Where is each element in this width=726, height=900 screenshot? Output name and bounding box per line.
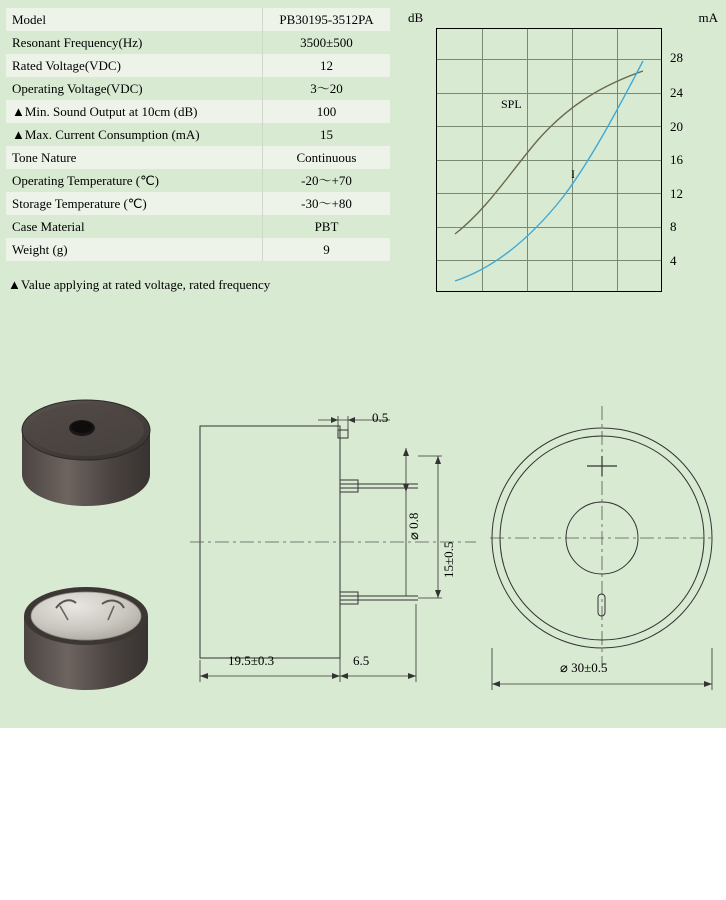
chart-y2tick: 24 bbox=[670, 85, 683, 100]
table-row bbox=[6, 238, 390, 261]
spec-value: -20～+70 bbox=[263, 169, 391, 192]
spec-label: Resonant Frequency(Hz) bbox=[6, 31, 263, 54]
outer-diameter-dimension: ⌀ 30±0.5 bbox=[560, 660, 608, 675]
chart-curves bbox=[437, 29, 661, 291]
table-row bbox=[6, 215, 390, 238]
chart-y2tick: 12 bbox=[670, 186, 683, 201]
spec-label: ▲Max. Current Consumption (mA) bbox=[6, 123, 263, 146]
lead-pitch-dimension: 0.5 bbox=[372, 410, 389, 425]
chart-y2tick: 4 bbox=[670, 253, 677, 268]
lead-diameter-dimension: ⌀ 0.8 bbox=[406, 512, 421, 540]
spec-label: Storage Temperature (℃) bbox=[6, 192, 263, 215]
table-row bbox=[6, 31, 390, 54]
table-row bbox=[6, 77, 390, 100]
chart-y2tick: 28 bbox=[670, 50, 683, 65]
spec-note: ▲Value applying at rated voltage, rated frequency bbox=[8, 277, 271, 292]
spec-value: 3500±500 bbox=[263, 31, 391, 54]
performance-chart bbox=[404, 8, 720, 296]
spec-value: -30～+80 bbox=[263, 192, 391, 215]
table-row bbox=[6, 123, 390, 146]
spec-value: 3～20 bbox=[263, 77, 391, 100]
table-row bbox=[6, 8, 390, 31]
spec-value: PBT bbox=[263, 215, 391, 238]
chart-y2tick: 8 bbox=[670, 219, 677, 234]
chart-y2tick: 16 bbox=[670, 152, 683, 167]
current-curve-label: I bbox=[571, 167, 575, 181]
spec-label: Case Material bbox=[6, 215, 263, 238]
buzzer-top-photo bbox=[10, 388, 170, 538]
buzzer-bottom-photo bbox=[10, 570, 170, 720]
spec-label: Operating Voltage(VDC) bbox=[6, 77, 263, 100]
chart-y2tick: 20 bbox=[670, 119, 683, 134]
body-height-dimension: 6.5 bbox=[353, 653, 370, 668]
top-view-drawing bbox=[482, 398, 722, 713]
spec-value: 9 bbox=[263, 238, 391, 261]
specification-table bbox=[6, 8, 390, 261]
spec-label: ▲Min. Sound Output at 10cm (dB) bbox=[6, 100, 263, 123]
chart-right-unit: mA bbox=[698, 10, 718, 25]
spec-value: 15 bbox=[263, 123, 391, 146]
lead-length-dimension: 15±0.5 bbox=[441, 541, 456, 578]
spec-value: 100 bbox=[263, 100, 391, 123]
table-row bbox=[6, 192, 390, 215]
spec-label: Model bbox=[6, 8, 263, 31]
spec-value: Continuous bbox=[263, 146, 391, 169]
table-row bbox=[6, 100, 390, 123]
spec-label: Weight (g) bbox=[6, 238, 263, 261]
body-diameter-dimension: 19.5±0.3 bbox=[228, 653, 275, 668]
side-view-drawing bbox=[190, 398, 480, 703]
table-row bbox=[6, 54, 390, 77]
spl-curve-label: SPL bbox=[501, 97, 522, 111]
page-footer-blank bbox=[0, 728, 726, 900]
spec-label: Rated Voltage(VDC) bbox=[6, 54, 263, 77]
spec-label: Tone Nature bbox=[6, 146, 263, 169]
chart-plot-area bbox=[436, 28, 662, 292]
spec-value: PB30195-3512PA bbox=[263, 8, 391, 31]
table-row bbox=[6, 146, 390, 169]
spec-value: 12 bbox=[263, 54, 391, 77]
chart-left-unit: dB bbox=[408, 10, 424, 25]
spec-label: Operating Temperature (℃) bbox=[6, 169, 263, 192]
table-row bbox=[6, 169, 390, 192]
spl-curve bbox=[455, 71, 643, 234]
current-curve bbox=[455, 61, 643, 281]
